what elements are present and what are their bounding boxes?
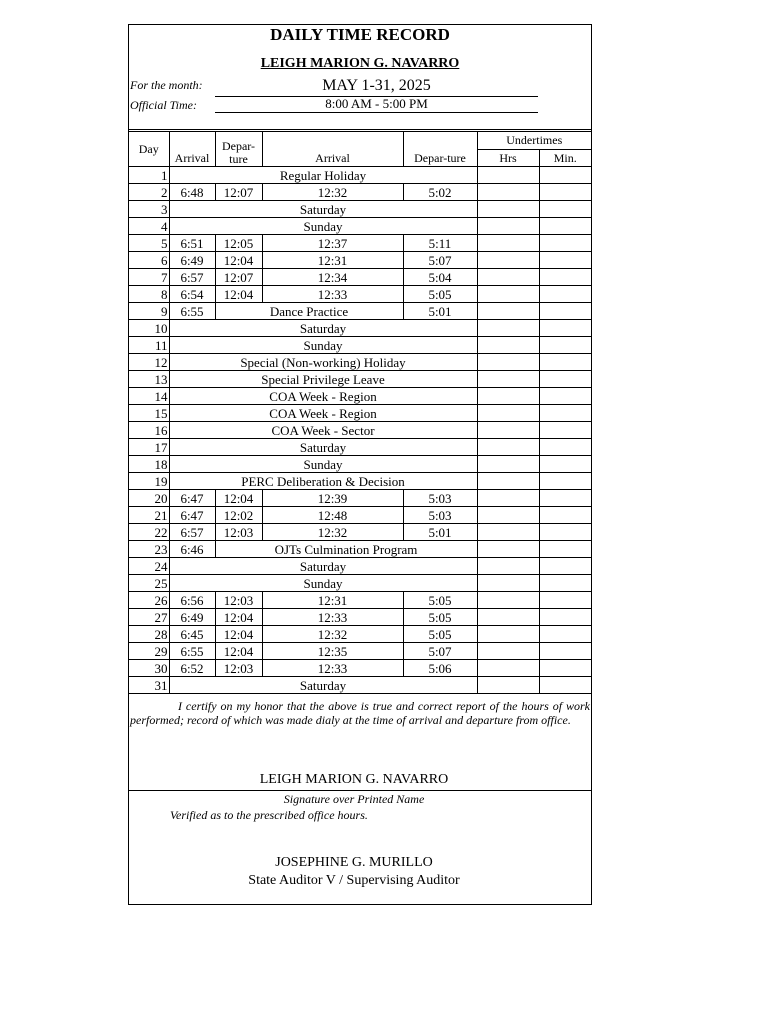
- day-cell: 26: [129, 592, 169, 609]
- employee-signature-name: LEIGH MARION G. NAVARRO: [259, 772, 449, 787]
- form-title: DAILY TIME RECORD: [270, 25, 450, 44]
- pm-arrival-cell: 12:31: [262, 252, 403, 269]
- day-cell: 24: [129, 558, 169, 575]
- pm-arrival-cell: 12:35: [262, 643, 403, 660]
- undertime-hrs-cell: [477, 405, 539, 422]
- undertime-min-cell: [539, 677, 591, 694]
- am-departure-cell: 12:04: [215, 490, 262, 507]
- undertime-min-cell: [539, 388, 591, 405]
- signature-divider: [129, 790, 591, 791]
- pm-departure-cell: 5:11: [403, 235, 477, 252]
- day-cell: 29: [129, 643, 169, 660]
- table-row: [129, 677, 591, 694]
- pm-departure-cell: 5:01: [403, 524, 477, 541]
- month-value: MAY 1-31, 2025: [215, 75, 538, 97]
- header-pm-arrival: Arrival: [262, 131, 403, 167]
- am-arrival-cell: 6:46: [169, 541, 215, 558]
- undertime-hrs-cell: [477, 354, 539, 371]
- pm-arrival-cell: 12:33: [262, 286, 403, 303]
- signature-caption: Signature over Printed Name: [283, 792, 425, 806]
- am-departure-cell: 12:02: [215, 507, 262, 524]
- header-am-departure-text: Depar-ture: [221, 139, 256, 166]
- day-cell: 15: [129, 405, 169, 422]
- row-note: COA Week - Sector: [169, 422, 477, 439]
- table-row: [129, 575, 591, 592]
- header-pm-departure: Depar-ture: [403, 131, 477, 167]
- official-time-value: 8:00 AM - 5:00 PM: [215, 96, 538, 113]
- pm-arrival-cell: 12:48: [262, 507, 403, 524]
- undertime-hrs-cell: [477, 252, 539, 269]
- am-departure-cell: 12:04: [215, 286, 262, 303]
- table-row: [129, 490, 591, 507]
- undertime-min-cell: [539, 473, 591, 490]
- undertime-min-cell: [539, 303, 591, 320]
- undertime-hrs-cell: [477, 507, 539, 524]
- day-cell: 8: [129, 286, 169, 303]
- table-row: [129, 252, 591, 269]
- undertime-hrs-cell: [477, 422, 539, 439]
- undertime-min-cell: [539, 575, 591, 592]
- undertime-hrs-cell: [477, 371, 539, 388]
- table-row: [129, 218, 591, 235]
- approver-name: JOSEPHINE G. MURILLO: [275, 855, 433, 870]
- row-note: Sunday: [169, 575, 477, 592]
- undertime-hrs-cell: [477, 626, 539, 643]
- undertime-hrs-cell: [477, 609, 539, 626]
- table-row: [129, 269, 591, 286]
- table-row: [129, 201, 591, 218]
- am-departure-cell: 12:07: [215, 184, 262, 201]
- day-cell: 7: [129, 269, 169, 286]
- row-note: COA Week - Region: [169, 388, 477, 405]
- day-cell: 20: [129, 490, 169, 507]
- table-row: [129, 286, 591, 303]
- undertime-hrs-cell: [477, 184, 539, 201]
- am-departure-cell: 12:04: [215, 643, 262, 660]
- header-undertimes: Undertimes: [477, 131, 591, 150]
- am-arrival-cell: 6:51: [169, 235, 215, 252]
- undertime-hrs-cell: [477, 269, 539, 286]
- pm-departure-cell: 5:05: [403, 626, 477, 643]
- table-row: [129, 609, 591, 626]
- undertime-min-cell: [539, 456, 591, 473]
- row-note: Saturday: [169, 558, 477, 575]
- day-cell: 16: [129, 422, 169, 439]
- am-departure-cell: 12:03: [215, 592, 262, 609]
- am-arrival-cell: 6:49: [169, 252, 215, 269]
- row-note: COA Week - Region: [169, 405, 477, 422]
- pm-departure-cell: 5:01: [403, 303, 477, 320]
- undertime-hrs-cell: [477, 677, 539, 694]
- row-note: Sunday: [169, 218, 477, 235]
- table-row: [129, 524, 591, 541]
- undertime-min-cell: [539, 235, 591, 252]
- row-note: Saturday: [169, 201, 477, 218]
- pm-departure-cell: 5:07: [403, 643, 477, 660]
- pm-arrival-cell: 12:31: [262, 592, 403, 609]
- undertime-min-cell: [539, 167, 591, 184]
- am-arrival-cell: 6:56: [169, 592, 215, 609]
- undertime-hrs-cell: [477, 592, 539, 609]
- pm-departure-cell: 5:07: [403, 252, 477, 269]
- table-row: [129, 371, 591, 388]
- undertime-min-cell: [539, 201, 591, 218]
- undertime-hrs-cell: [477, 235, 539, 252]
- table-row: [129, 507, 591, 524]
- header-am-arrival: Arrival: [169, 131, 215, 167]
- table-row: [129, 541, 591, 558]
- day-cell: 31: [129, 677, 169, 694]
- undertime-hrs-cell: [477, 473, 539, 490]
- undertime-min-cell: [539, 405, 591, 422]
- employee-name: LEIGH MARION G. NAVARRO: [260, 56, 460, 71]
- day-cell: 3: [129, 201, 169, 218]
- undertime-hrs-cell: [477, 286, 539, 303]
- pm-arrival-cell: 12:39: [262, 490, 403, 507]
- undertime-min-cell: [539, 643, 591, 660]
- undertime-min-cell: [539, 218, 591, 235]
- undertime-min-cell: [539, 541, 591, 558]
- certification-text: I certify on my honor that the above is true and correct report of the hours of work performed; record of which was made dialy at the time of arrival and departure from office.: [130, 699, 590, 727]
- am-departure-cell: 12:04: [215, 252, 262, 269]
- undertime-min-cell: [539, 371, 591, 388]
- day-cell: 1: [129, 167, 169, 184]
- row-note: Dance Practice: [215, 303, 403, 320]
- undertime-min-cell: [539, 320, 591, 337]
- table-row: [129, 320, 591, 337]
- day-cell: 2: [129, 184, 169, 201]
- undertime-min-cell: [539, 490, 591, 507]
- day-cell: 23: [129, 541, 169, 558]
- row-note: Saturday: [169, 677, 477, 694]
- pm-arrival-cell: 12:32: [262, 184, 403, 201]
- undertime-hrs-cell: [477, 320, 539, 337]
- table-row: [129, 643, 591, 660]
- undertime-hrs-cell: [477, 337, 539, 354]
- pm-arrival-cell: 12:32: [262, 626, 403, 643]
- undertime-hrs-cell: [477, 167, 539, 184]
- day-cell: 13: [129, 371, 169, 388]
- table-row: [129, 473, 591, 490]
- undertime-min-cell: [539, 592, 591, 609]
- pm-arrival-cell: 12:33: [262, 660, 403, 677]
- pm-departure-cell: 5:02: [403, 184, 477, 201]
- pm-departure-cell: 5:05: [403, 286, 477, 303]
- day-cell: 27: [129, 609, 169, 626]
- table-row: [129, 660, 591, 677]
- am-arrival-cell: 6:47: [169, 490, 215, 507]
- day-cell: 17: [129, 439, 169, 456]
- undertime-hrs-cell: [477, 643, 539, 660]
- pm-arrival-cell: 12:37: [262, 235, 403, 252]
- pm-arrival-cell: 12:34: [262, 269, 403, 286]
- daily-time-record-form: [128, 24, 592, 905]
- day-cell: 25: [129, 575, 169, 592]
- am-arrival-cell: 6:55: [169, 303, 215, 320]
- day-cell: 28: [129, 626, 169, 643]
- pm-departure-cell: 5:03: [403, 507, 477, 524]
- table-row: [129, 354, 591, 371]
- undertime-min-cell: [539, 286, 591, 303]
- row-note: Sunday: [169, 456, 477, 473]
- table-row: [129, 388, 591, 405]
- day-cell: 9: [129, 303, 169, 320]
- table-row: [129, 167, 591, 184]
- verification-text: Verified as to the prescribed office hours.: [170, 808, 368, 822]
- undertime-hrs-cell: [477, 660, 539, 677]
- row-note: Special (Non-working) Holiday: [169, 354, 477, 371]
- am-arrival-cell: 6:48: [169, 184, 215, 201]
- day-cell: 18: [129, 456, 169, 473]
- am-arrival-cell: 6:57: [169, 524, 215, 541]
- official-time-label: Official Time:: [130, 98, 197, 112]
- undertime-hrs-cell: [477, 303, 539, 320]
- undertime-hrs-cell: [477, 218, 539, 235]
- pm-departure-cell: 5:03: [403, 490, 477, 507]
- table-row: [129, 456, 591, 473]
- undertime-min-cell: [539, 626, 591, 643]
- day-cell: 22: [129, 524, 169, 541]
- am-arrival-cell: 6:45: [169, 626, 215, 643]
- undertime-min-cell: [539, 422, 591, 439]
- header-min: Min.: [539, 150, 591, 167]
- am-arrival-cell: 6:54: [169, 286, 215, 303]
- row-note: Saturday: [169, 439, 477, 456]
- undertime-min-cell: [539, 354, 591, 371]
- row-note: PERC Deliberation & Decision: [169, 473, 477, 490]
- undertime-min-cell: [539, 337, 591, 354]
- pm-departure-cell: 5:06: [403, 660, 477, 677]
- undertime-min-cell: [539, 558, 591, 575]
- undertime-min-cell: [539, 439, 591, 456]
- table-row: [129, 558, 591, 575]
- day-cell: 5: [129, 235, 169, 252]
- day-cell: 19: [129, 473, 169, 490]
- day-cell: 6: [129, 252, 169, 269]
- undertime-hrs-cell: [477, 490, 539, 507]
- table-row: [129, 303, 591, 320]
- table-row: [129, 235, 591, 252]
- month-label: For the month:: [130, 78, 203, 92]
- am-departure-cell: 12:07: [215, 269, 262, 286]
- undertime-min-cell: [539, 660, 591, 677]
- am-arrival-cell: 6:55: [169, 643, 215, 660]
- table-row: [129, 422, 591, 439]
- header-hrs: Hrs: [477, 150, 539, 167]
- pm-departure-cell: 5:05: [403, 592, 477, 609]
- am-arrival-cell: 6:52: [169, 660, 215, 677]
- header-am-departure: [215, 131, 262, 167]
- pm-arrival-cell: 12:33: [262, 609, 403, 626]
- am-arrival-cell: 6:57: [169, 269, 215, 286]
- table-row: [129, 592, 591, 609]
- day-cell: 11: [129, 337, 169, 354]
- table-row: [129, 184, 591, 201]
- day-cell: 30: [129, 660, 169, 677]
- row-note: Special Privilege Leave: [169, 371, 477, 388]
- undertime-min-cell: [539, 269, 591, 286]
- undertime-hrs-cell: [477, 388, 539, 405]
- am-arrival-cell: 6:47: [169, 507, 215, 524]
- undertime-min-cell: [539, 507, 591, 524]
- am-departure-cell: 12:04: [215, 626, 262, 643]
- table-row: [129, 439, 591, 456]
- attendance-table: [129, 129, 591, 694]
- day-cell: 4: [129, 218, 169, 235]
- approver-title: State Auditor V / Supervising Auditor: [248, 873, 460, 888]
- day-cell: 12: [129, 354, 169, 371]
- am-departure-cell: 12:05: [215, 235, 262, 252]
- day-cell: 21: [129, 507, 169, 524]
- row-note: Sunday: [169, 337, 477, 354]
- row-note: Regular Holiday: [169, 167, 477, 184]
- am-departure-cell: 12:04: [215, 609, 262, 626]
- am-departure-cell: 12:03: [215, 524, 262, 541]
- undertime-hrs-cell: [477, 439, 539, 456]
- undertime-min-cell: [539, 184, 591, 201]
- pm-arrival-cell: 12:32: [262, 524, 403, 541]
- undertime-hrs-cell: [477, 201, 539, 218]
- undertime-hrs-cell: [477, 524, 539, 541]
- table-row: [129, 337, 591, 354]
- am-arrival-cell: 6:49: [169, 609, 215, 626]
- undertime-hrs-cell: [477, 456, 539, 473]
- header-day: Day: [129, 131, 169, 167]
- pm-departure-cell: 5:04: [403, 269, 477, 286]
- undertime-min-cell: [539, 524, 591, 541]
- table-row: [129, 405, 591, 422]
- attendance-rows: [129, 167, 591, 694]
- undertime-hrs-cell: [477, 541, 539, 558]
- am-departure-cell: 12:03: [215, 660, 262, 677]
- table-row: [129, 626, 591, 643]
- undertime-hrs-cell: [477, 558, 539, 575]
- undertime-min-cell: [539, 252, 591, 269]
- undertime-min-cell: [539, 609, 591, 626]
- day-cell: 10: [129, 320, 169, 337]
- row-note: OJTs Culmination Program: [215, 541, 477, 558]
- row-note: Saturday: [169, 320, 477, 337]
- day-cell: 14: [129, 388, 169, 405]
- pm-departure-cell: 5:05: [403, 609, 477, 626]
- undertime-hrs-cell: [477, 575, 539, 592]
